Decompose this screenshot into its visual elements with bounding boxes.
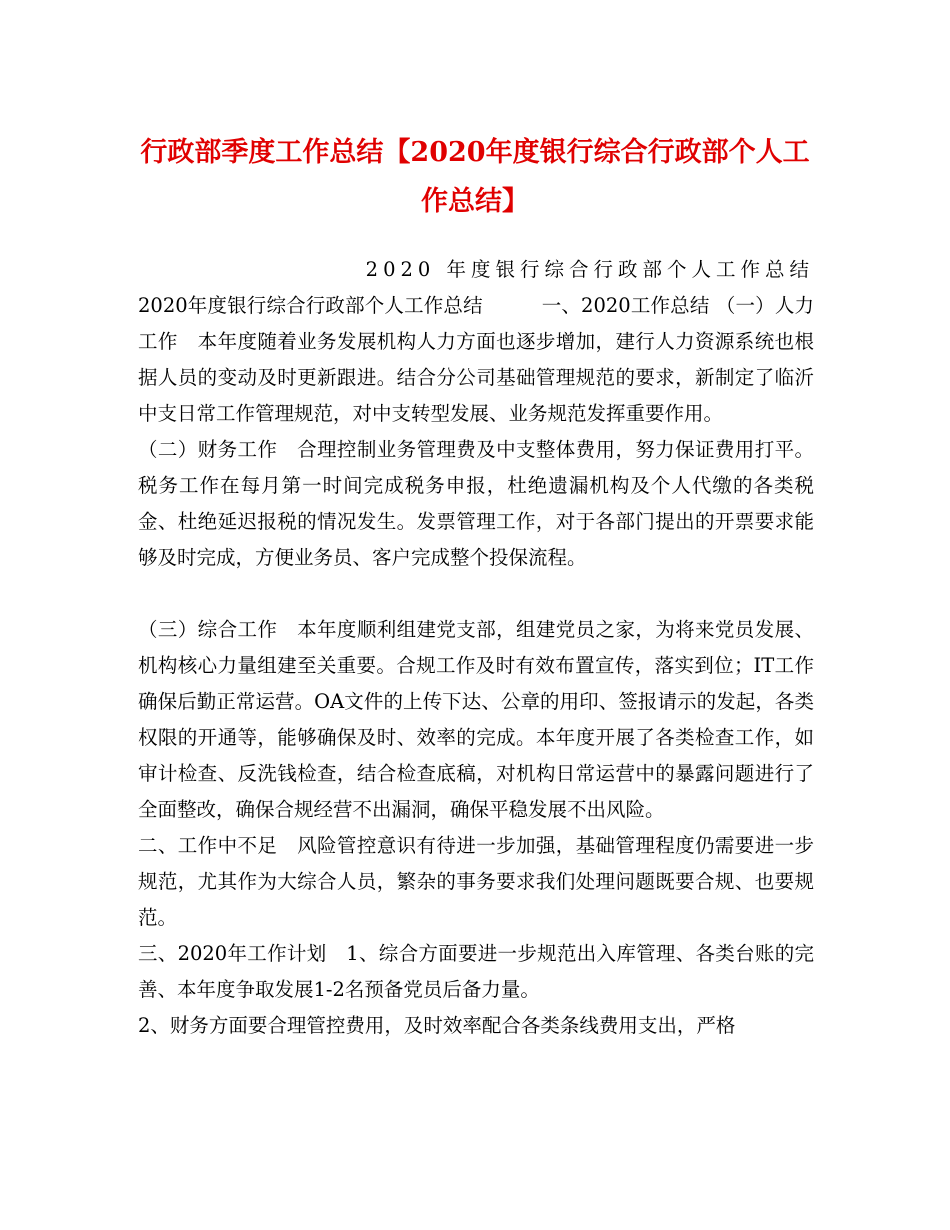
paragraph-shortcomings: 二、工作中不足 风险管控意识有待进一步加强，基础管理程度仍需要进一步规范，尤其作为大综合人员，繁杂的事务要求我们处理问题既要合规、也要规范。 (138, 834, 814, 929)
paragraph-general: （三）综合工作 本年度顺利组建党支部，组建党员之家，为将来党员发展、机构核心力量组建至关重要。合规工作及时有效布置宣传，落实到位；IT工作确保后勤正常运营。OA文件的上传下达、公章的用印、签报请示的发起，各类权限的开通等，能够确保及时、效率的完成。本年度开展了各类检查工作，如审计检查、反洗钱检查，结合检查底稿，对机构日常运营中的暴露问题进行了全面整改，确保合规经营不出漏洞，确保平稳发展不出风险。 (138, 618, 814, 821)
document-body (138, 252, 814, 1044)
document-title: 行政部季度工作总结【2020年度银行综合行政部个人工作总结】 (140, 137, 810, 217)
paragraph-spacer (138, 576, 814, 612)
paragraph-summary-hr: 2020年度银行综合行政部个人工作总结 一、2020工作总结 （一）人力工作 本年度随着业务发展机构人力方面也逐步增加，建行人力资源系统也根据人员的变动及时更新跟进。结合分公司基础管理规范的要求，新制定了临沂中支日常工作管理规范，对中支转型发展、业务规范发挥重要作用。 (138, 294, 814, 425)
paragraph-finance: （二）财务工作 合理控制业务管理费及中支整体费用，努力保证费用打平。税务工作在每月第一时间完成税务申报，杜绝遗漏机构及个人代缴的各类税金、杜绝延迟报税的情况发生。发票管理工作，对于各部门提出的开票要求能够及时完成，方便业务员、客户完成整个投保流程。 (138, 438, 814, 569)
paragraph-plan-finance: 2、财务方面要合理管控费用，及时效率配合各类条线费用支出，严格 (138, 1014, 736, 1037)
paragraph-plan: 三、2020年工作计划 1、综合方面要进一步规范出入库管理、各类台账的完善、本年度争取发展1-2名预备党员后备力量。 (138, 942, 814, 1001)
document-subtitle: 2020 年度银行综合行政部个人工作总结 (365, 258, 814, 281)
